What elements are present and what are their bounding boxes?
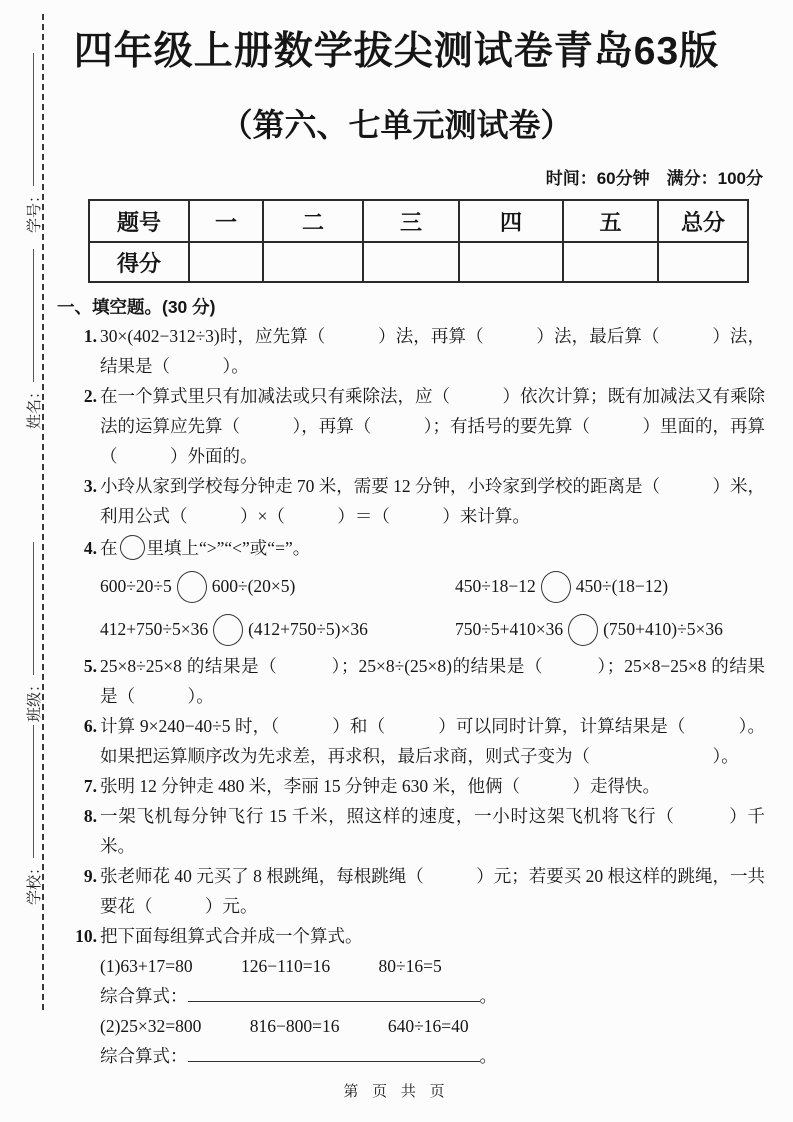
score-cell (459, 242, 563, 282)
question-number: 2. (83, 386, 97, 406)
equation: (2)25×32=800 (100, 1016, 202, 1036)
question-text: 小玲从家到学校每分钟走 70 米，需要 12 分钟，小玲家到学校的距离是（ ）米，利用公式（ ）×（ ）＝（ ）来计算。 (100, 476, 765, 526)
question-text: 在一个算式里只有加减法或只有乘除法，应（ ）依次计算；既有加减法又有乘除法的运算应先算（ ），再算（ ）；有括号的要先算（ ）里面的，再算（ ）外面的。 (100, 386, 765, 466)
score-header-cell: 三 (363, 200, 459, 242)
expression-right: 600÷(20×5) (211, 576, 296, 596)
name-label: 姓名： (26, 383, 43, 429)
score-cell (189, 242, 263, 282)
score-header-cell: 二 (263, 200, 363, 242)
answer-blank-line (188, 983, 480, 1002)
question-4-row-2 (0, 608, 793, 651)
answer-label: 综合算式： (100, 986, 188, 1006)
question-1 (0, 321, 793, 381)
question-text: 张明 12 分钟走 480 米，李丽 15 分钟走 630 米，他俩（ ）走得快。 (100, 776, 660, 796)
score-table (88, 199, 749, 283)
compare-circle-icon (541, 571, 571, 603)
compare-circle-icon (568, 614, 598, 646)
question-10-group-2-equations (0, 1011, 793, 1041)
question-4 (0, 531, 793, 565)
expression-left: 600÷20÷5 (100, 576, 172, 596)
school-label: 学校： (26, 859, 43, 905)
page-subtitle: （第六、七单元测试卷） (220, 107, 573, 143)
question-number: 9. (83, 866, 97, 886)
question-10-group-1-equations (0, 951, 793, 981)
score-row-label: 得分 (89, 242, 189, 282)
question-number: 10. (75, 926, 97, 946)
compare-pair (100, 571, 455, 603)
compare-pair (455, 614, 723, 646)
question-number: 8. (83, 806, 97, 826)
question-number: 1. (83, 326, 97, 346)
score-cell (563, 242, 658, 282)
compare-circle-icon (177, 571, 207, 603)
question-8 (0, 801, 793, 861)
equation: 80÷16=5 (378, 956, 442, 976)
score-header-cell: 一 (189, 200, 263, 242)
equation: 640÷16=40 (387, 1016, 469, 1036)
equation: 126−110=16 (241, 956, 331, 976)
page-footer: 第 页 共 页 (343, 1084, 450, 1100)
question-text: 一架飞机每分钟飞行 15 千米，照这样的速度，一小时这架飞机将飞行（ ）千米。 (100, 806, 765, 856)
question-text: 把下面每组算式合并成一个算式。 (100, 926, 363, 946)
class-label: 班级： (26, 676, 43, 722)
score-header-cell: 四 (459, 200, 563, 242)
question-5 (0, 651, 793, 711)
question-10-group-2-answer (0, 1041, 793, 1071)
page-title: 四年级上册数学拔尖测试卷青岛63版 (73, 30, 720, 73)
question-text: 在 (100, 538, 118, 558)
score-header-cell: 五 (563, 200, 658, 242)
compare-circle-icon (213, 614, 243, 646)
question-6 (0, 711, 793, 771)
expression-left: 450÷18−12 (455, 576, 536, 596)
expression-left: 412+750÷5×36 (100, 619, 209, 639)
question-text: 30×(402−312÷3)时，应先算（ ）法，再算（ ）法，最后算（ ）法，结果是（ ）。 (100, 326, 765, 376)
score-cell (658, 242, 748, 282)
answer-blank-line (188, 1043, 480, 1062)
question-number: 5. (83, 656, 97, 676)
question-text: 张老师花 40 元买了 8 根跳绳，每根跳绳（ ）元；若要买 20 根这样的跳绳，一共要花（ ）元。 (100, 866, 765, 916)
period: 。 (479, 986, 497, 1006)
section-1-heading: 一、填空题。(30 分) (57, 297, 216, 317)
question-number: 7. (83, 776, 97, 796)
expression-right: 450÷(18−12) (575, 576, 669, 596)
score-cell (263, 242, 363, 282)
question-number: 3. (83, 476, 97, 496)
score-cell (363, 242, 459, 282)
compare-pair (455, 571, 668, 603)
score-header-cell: 总分 (658, 200, 748, 242)
answer-label: 综合算式： (100, 1046, 188, 1066)
equation: (1)63+17=80 (100, 956, 193, 976)
expression-right: (412+750÷5)×36 (248, 619, 368, 639)
compare-circle-icon (120, 535, 145, 560)
question-3 (0, 471, 793, 531)
expression-right: (750+410)÷5×36 (603, 619, 723, 639)
score-table-header-row (89, 200, 748, 242)
score-table-score-row (89, 242, 748, 282)
expression-left: 750÷5+410×36 (455, 619, 564, 639)
student-id-label: 学号： (26, 187, 43, 233)
question-10-group-1-answer (0, 981, 793, 1011)
question-text: 25×8÷25×8 的结果是（ ）；25×8÷(25×8)的结果是（ ）；25×8−25×8 的结果是（ ）。 (100, 656, 765, 706)
equation: 816−800=16 (249, 1016, 340, 1036)
score-header-cell: 题号 (89, 200, 189, 242)
question-text: 里填上“>”“<”或“=”。 (146, 538, 311, 558)
question-9 (0, 861, 793, 921)
question-2 (0, 381, 793, 471)
time-score-info: 时间：60分钟 满分：100分 (545, 169, 763, 188)
question-4-row-1 (0, 565, 793, 608)
question-7 (0, 771, 793, 801)
question-text: 计算 9×240−40÷5 时，（ ）和（ ）可以同时计算，计算结果是（ ）。如果把运算顺序改为先求差，再求积，最后求商，则式子变为（ ）。 (100, 716, 765, 766)
question-number: 4. (83, 538, 97, 558)
question-number: 6. (83, 716, 97, 736)
period: 。 (479, 1046, 497, 1066)
compare-pair (100, 614, 455, 646)
question-10 (0, 921, 793, 951)
